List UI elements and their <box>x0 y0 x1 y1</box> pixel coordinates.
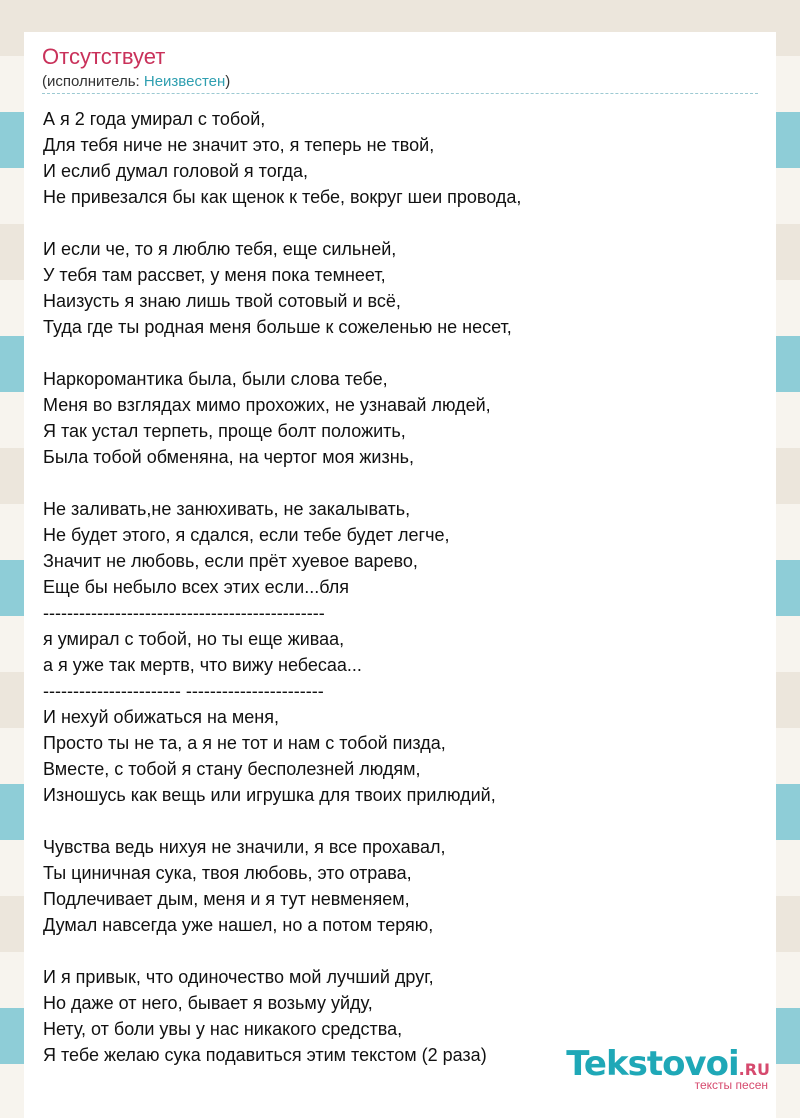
artist-link[interactable]: Неизвестен <box>143 73 226 90</box>
artist-line <box>42 73 230 90</box>
lyric-line: И я привык, что одиночество мой лучший друг, <box>43 967 434 987</box>
lyric-line: Меня во взглядах мимо прохожих, не узнавай людей, <box>43 395 491 415</box>
header-divider <box>42 93 758 94</box>
lyric-line: Не будет этого, я сдался, если тебе будет легче, <box>43 525 450 545</box>
lyric-line: Я так устал терпеть, проще болт положить, <box>43 421 406 441</box>
lyric-line: Чувства ведь нихуя не значили, я все прохавал, <box>43 837 446 857</box>
lyric-line: Думал навсегда уже нашел, но а потом теряю, <box>43 915 434 935</box>
lyric-line: ----------------------------------------------- <box>43 603 325 623</box>
lyric-line: И если че, то я люблю тебя, еще сильней, <box>43 239 397 259</box>
lyric-line: Не заливать,не занюхивать, не закалывать, <box>43 499 411 519</box>
artist-suffix: ) <box>225 73 231 90</box>
lyric-line: я умирал с тобой, но ты еще живаа, <box>43 629 345 649</box>
lyric-line <box>43 340 521 366</box>
lyric-line <box>43 470 521 496</box>
site-logo[interactable] <box>566 1044 770 1092</box>
lyric-line: Туда где ты родная меня больше к сожеленью не несет, <box>43 317 512 337</box>
lyric-line: Я тебе желаю сука подавиться этим текстом (2 раза) <box>43 1045 487 1065</box>
lyric-line: Не привезался бы как щенок к тебе, вокруг шеи провода, <box>43 187 522 207</box>
lyric-line: Вместе, с тобой я стану бесполезней людям, <box>43 759 421 779</box>
lyric-line <box>43 210 521 236</box>
lyric-line: Ты циничная сука, твоя любовь, это отрава, <box>43 863 412 883</box>
song-title: Отсутствует <box>42 44 166 69</box>
lyric-line: Наизусть я знаю лишь твой сотовый и всё, <box>43 291 401 311</box>
lyrics-block <box>43 106 521 1068</box>
lyric-line: Для тебя ниче не значит это, я теперь не твой, <box>43 135 435 155</box>
logo-tld: .RU <box>738 1060 770 1079</box>
lyric-line: Была тобой обменяна, на чертог моя жизнь, <box>43 447 415 467</box>
lyric-line: Но даже от него, бывает я возьму уйду, <box>43 993 373 1013</box>
lyric-line: ----------------------- ----------------------- <box>43 681 324 701</box>
lyric-line: Просто ты не та, а я не тот и нам с тобой пизда, <box>43 733 446 753</box>
lyric-line: И еслиб думал головой я тогда, <box>43 161 309 181</box>
lyric-line <box>43 938 521 964</box>
lyric-line: Изношусь как вещь или игрушка для твоих прилюдий, <box>43 785 496 805</box>
lyric-line: Подлечивает дым, меня и я тут невменяем, <box>43 889 410 909</box>
lyric-line: Наркоромантика была, были слова тебе, <box>43 369 388 389</box>
logo-tagline: тексты песен <box>694 1078 768 1092</box>
lyric-line: Нету, от боли увы у нас никакого средства, <box>43 1019 403 1039</box>
lyric-line: И нехуй обижаться на меня, <box>43 707 279 727</box>
logo-name: Tekstovoi <box>566 1044 739 1084</box>
lyric-line <box>43 808 521 834</box>
lyric-line: А я 2 года умирал с тобой, <box>43 109 266 129</box>
lyric-line: У тебя там рассвет, у меня пока темнеет, <box>43 265 386 285</box>
artist-prefix: (исполнитель: <box>42 73 144 90</box>
lyric-line: а я уже так мертв, что вижу небесаа... <box>43 655 362 675</box>
lyric-line: Значит не любовь, если прёт хуевое варево, <box>43 551 418 571</box>
lyric-line: Еще бы небыло всех этих если...бля <box>43 577 349 597</box>
